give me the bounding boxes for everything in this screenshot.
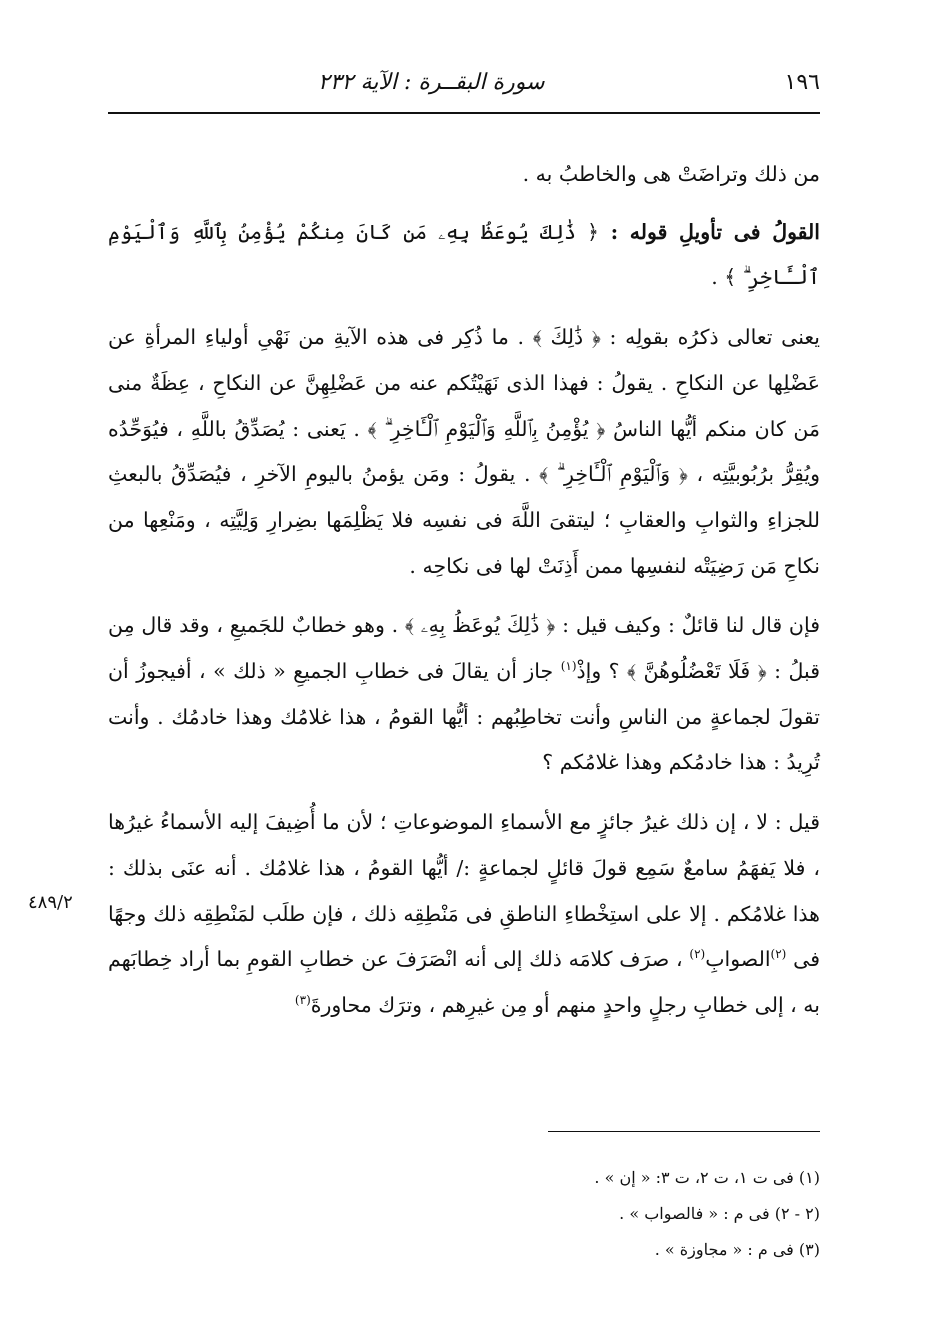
margin-reference: ٤٨٩/٢ (28, 892, 73, 913)
paragraph-3 (108, 603, 820, 786)
footnote-ref-3: (٣) (294, 993, 311, 1008)
footnote-2: (٢ - ٢) فى م : « فالصواب » . (619, 1204, 820, 1223)
footnote-1: (١) فى ت ١، ت ٢، ت ٣: « إن » . (594, 1168, 820, 1187)
paragraph-2: يعنى تعالى ذكرُه بقولِه : ﴿ ذَٰلِكَ ﴾ . ما ذُكِر فى هذه الآيةِ من نَهْىِ أولياءِ المرأةِ عن عَضْلِها عن النكاحِ . يقولُ : فهذا الذى نَهَيْتُكم عنه من عَضْلِهِنَّ عن النكاحِ ، عِظَةٌ منى مَن كان منكم أيُّها الناسُ ﴿ يُؤْمِنُ بِٱللَّهِ وَٱلْيَوْمِ ٱلْـَٔاخِرِ ۗ ﴾ . يَعنى : يُصَدِّقُ باللَّهِ ، فيُوَحِّدُه ويُقِرُّ برُبُوبيَّتِه ، ﴿ وَٱلْيَوْمِ ٱلْـَٔاخِرِ ۗ ﴾ . يقولُ : ومَن يؤمنُ باليومِ الآخرِ ، فيُصَدِّقُ بالبعثِ للجزاءِ والثوابِ والعقابِ ؛ ليتقىَ اللَّهَ فى نفسِه فلا يَظْلِمَها بضِرارِ وَلِيَّتِه ، ومَنْعِها من نكاحِ مَن رَضِيَتْه لنفسِها ممن أَذِنَتْ لها فى نكاحِه . (108, 325, 820, 578)
page-header (108, 62, 820, 102)
footnote-rule (548, 1131, 820, 1132)
paragraph-1: من ذلك وتراضَتْ هى والخاطبُ به . (522, 162, 820, 186)
footnotes (420, 1160, 820, 1268)
heading-quran-quote: ﴿ ذَٰلِكَ يُوعَظُ بِهِۦ مَن كَانَ مِنكُمْ يُؤْمِنُ بِٱللَّهِ وَٱلْيَوْمِ ٱلْـَٔاخِرِ ۗ ﴾ . (108, 219, 820, 290)
paragraph-4-text-c: ، صرَف كلامَه ذلك إلى أنه انْصَرَفَ عن خطابِ القومِ بما أراد خِطابَهم به ، إلى خطابِ رجلٍ واحدٍ منهم أو مِن غيرِهم ، وترَك محاورةَ (108, 947, 820, 1017)
paragraph-3-text-b: جاز أن يقالَ فى خطابِ الجميعِ « ذلك » ، أفيجوزُ أن تقولَ لجماعةٍ من الناسِ وأنت تخاطِبُهم : أيُّها القومُ ، هذا غلامُك وهذا خادمُك . وأنت تُرِيدُ : هذا خادمُكم وهذا غلامُكم ؟ (108, 659, 820, 775)
heading-label: القولُ فى تأويلِ قوله : (610, 219, 820, 244)
footnote-ref-2-start: (٢) (770, 947, 787, 962)
paragraph-4 (108, 800, 820, 1029)
header-rule (108, 112, 820, 114)
footnote-3: (٣) فى م : « مجاوزة » . (654, 1240, 820, 1259)
footnote-ref-2-end: (٢) (689, 947, 706, 962)
page-number: ١٩٦ (784, 69, 820, 95)
section-heading (108, 210, 820, 301)
paragraph-4-text-a: قيل : لا ، إن ذلك غيرُ جائزٍ مع الأسماءِ الموضوعاتِ ؛ لأن ما أُضِيفَ إليه الأسماءُ غيرُها ، فلا يَفهَمُ سامعٌ سَمِع قولَ قائلٍ لجماعةٍ :/ أيُّها القومُ ، هذا غلامُك . أنه عنَى بذلك : هذا غلامُكم . إلا على استِخْطاءِ الناطقِ فى مَنْطِقِه ذلك ، فإن طلَب لمَنْطِقِه ذلك وجهًا فى (108, 810, 820, 972)
paragraph-4-text-b: الصوابِ (705, 947, 771, 972)
paragraph-3-text-a: فإن قال لنا قائلٌ : وكيف قيل : ﴿ ذَٰلِكَ يُوعَظُ بِهِۦ ﴾ . وهو خطابٌ للجَميعِ ، وقد قال مِن قبلُ : ﴿ فَلَا تَعْضُلُوهُنَّ ﴾ ؟ وإذْ (108, 613, 821, 684)
footnote-ref-1: (١) (560, 659, 577, 674)
running-head: سورة البقــرة : الآية ٢٣٢ (318, 69, 545, 95)
main-text (108, 152, 820, 1029)
